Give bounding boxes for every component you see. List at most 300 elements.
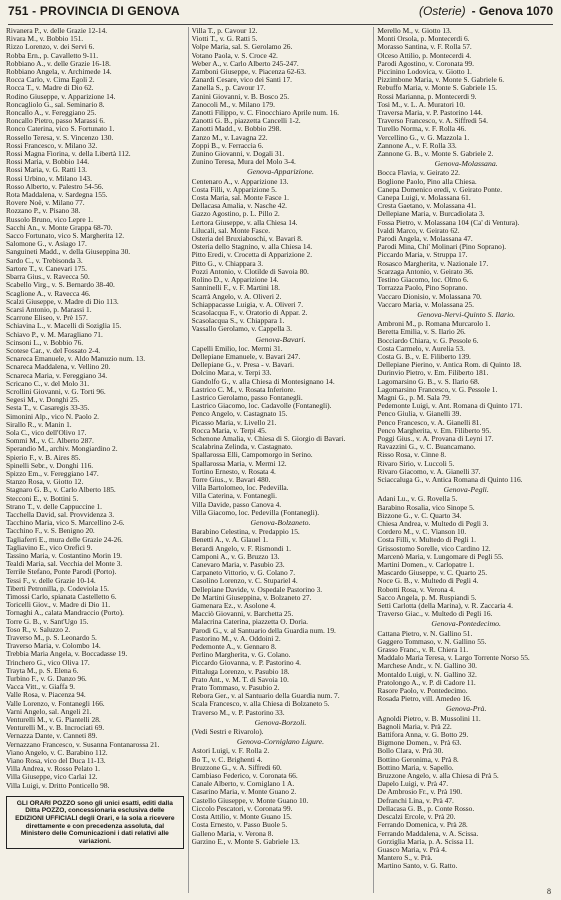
directory-entry: Rota Maddalena, v. Sardegna 155.	[6, 191, 108, 200]
directory-entry: Timossi Carlo, spianata Castelletto 6.	[6, 593, 117, 602]
page-header-title: 751 - PROVINCIA DI GENOVA	[8, 4, 180, 18]
directory-entry: Traverso Francesco, v. A. Siffredi 54.	[377, 117, 488, 126]
directory-entry: Penco Francesco, v. A. Gianelli 81.	[377, 418, 482, 427]
directory-entry: Scarrone Eliseo, v. Prè 157.	[6, 314, 88, 323]
directory-entry: Sacco Fortunato, vico S. Margherita 12.	[6, 232, 125, 241]
directory-entry: Macciò Giovanni, v. Barchetta 25.	[191, 610, 294, 619]
directory-entry: Olceso Attilio, p. Montecerdi 4.	[377, 51, 472, 60]
column-3	[373, 27, 555, 893]
section-heading: Genova-Bolzaneto.	[250, 517, 311, 527]
column-1	[6, 27, 184, 893]
directory-entry: Cambiaso Federico, v. Coronata 66.	[191, 772, 298, 781]
directory-entry: Barabino Celestina, v. Predappio 15.	[191, 528, 300, 537]
directory-entry: Bo T., v. C. Brighenti 4.	[191, 755, 263, 764]
directory-entry: Tiberti Petronilla, p. Codeviola 15.	[6, 584, 109, 593]
directory-entry: Montaldo Luigi, v. N. Gallino 32.	[377, 670, 477, 679]
directory-entry: Gorziglia Maria, p. A. Scissa 11.	[377, 837, 474, 846]
directory-entry: Ivaldi Marco, v. Geirato 62.	[377, 226, 460, 235]
directory-entry: Gazzo Agostino, p. L. Pillo 2.	[191, 210, 280, 219]
directory-entry: Dapelo Luigi, v. Prà 47.	[377, 780, 449, 789]
directory-entry: Dellepiane Pierino, v. Antica Rom. di Quinto 18.	[377, 361, 522, 370]
directory-entry: Penco Margherita, v. Em. Filiberto 95.	[377, 426, 492, 435]
directory-entry: Turello Norma, v. F. Rolla 46.	[377, 125, 467, 134]
page-header	[8, 4, 553, 25]
directory-entry: (Vedi Sestri e Rivarolo).	[191, 728, 264, 737]
directory-entry: Scarsi Antonio, p. Marassi 1.	[6, 305, 92, 314]
directory-entry: Bruzzone G., v. A. Siffredi 60.	[191, 763, 282, 772]
directory-entry: Costa Attilio, v. Monte Guano 15.	[191, 813, 292, 822]
directory-entry: Rolino D., v. Apparizione 14.	[191, 276, 279, 285]
directory-entry: Scotese Car., v. del Fossato 2-4.	[6, 346, 101, 355]
directory-entry: Cresta Gaetano, v. Molassana 41.	[377, 202, 476, 211]
directory-entry: Merello M., v. Giotto 13.	[377, 27, 452, 35]
directory-entry: Lagomarsino G. B., v. S. Ilario 68.	[377, 377, 480, 386]
directory-entry: Penco Angelo, v. Castagnato 15.	[191, 410, 288, 419]
directory-entry: Zannone A., v. F. Rolla 33.	[377, 141, 457, 150]
directory-entry: Dellacasa Amalia, v. Nasche 42.	[191, 202, 288, 211]
directory-entry: Marcenò Maria, v. Lungomare di Pegli 55.	[377, 552, 504, 561]
directory-entry: Rossi Maria, v. G. Ratti 13.	[6, 166, 88, 175]
directory-entry: Sirallo R., v. Manin 1.	[6, 420, 72, 429]
directory-entry: Scarzaga Antonio, v. Geirato 36.	[377, 267, 474, 276]
directory-entry: Perlino Margherita, v. G. Colano.	[191, 651, 291, 660]
directory-entry: Valle Lorenzo, v. Fontanegli 166.	[6, 699, 105, 708]
directory-entry: Rozzano P., v. Pisano 38.	[6, 207, 81, 216]
directory-entry: Costa Filli, v. Apparizione 5.	[191, 185, 277, 194]
directory-entry: Zannone G. B., v. Monte S. Gabriele 2.	[377, 150, 494, 159]
directory-entry: Fossa Pietro, v. Molassana 104 (Ca' di Ventura).	[377, 218, 520, 227]
directory-entry: Rebuffo Maria, v. Monte S. Gabriele 15.	[377, 84, 498, 93]
directory-entry: Sanninelli F., v. F. Martini 18.	[191, 284, 280, 293]
directory-entry: Dellepiane Maria, v. Burcadiolata 3.	[377, 210, 485, 219]
directory-entry: Zamboni Giuseppe, v. Piacenza 62-63.	[191, 68, 306, 77]
directory-entry: Bagnoli Maria, v. Prà 22.	[377, 722, 452, 731]
directory-entry: Pitto Eredi, v. Crocetta di Apparizione 2.	[191, 251, 313, 260]
directory-entry: Robba Ern., p. Cavalletto 9-11.	[6, 51, 99, 60]
directory-entry: Dolcino Mar.a, v. Terpi 33.	[191, 369, 272, 378]
directory-entry: Ravazzini G., v. C. Buancamano.	[377, 443, 476, 452]
directory-entry: Monti Orsola, p. Montecerdi 6.	[377, 35, 470, 44]
directory-entry: Martini Domen., v. Carlopatre 1.	[377, 561, 475, 569]
directory-entry: Traverso M., p. S. Leonardo 5.	[6, 634, 97, 643]
directory-entry: Turbino F., v. G. Danzo 96.	[6, 675, 87, 684]
directory-entry: Rivaro Giacomo, v. A. Gianelli 37.	[377, 467, 481, 476]
directory-entry: Costa Maria, sal. Monte Fasce 1.	[191, 194, 289, 203]
directory-entry: Noce G. B., v. Multedo di Pegli 4.	[377, 577, 479, 586]
directory-entry: Tornaghi A., calata Mandraccio (Porto).	[6, 609, 124, 618]
directory-entry: De Ambrosio Fr., v. Prà 190.	[377, 788, 463, 797]
directory-entry: Camponi A., v. G. Bruzzo 13.	[191, 552, 280, 561]
directory-entry: Rivaro Sirio, v. Luccoli 5.	[377, 459, 455, 468]
directory-entry: Rosasco Margherita, v. Nazionale 17.	[377, 259, 489, 268]
directory-entry: Vernazza Dante, v. Canneti 89.	[6, 732, 98, 741]
directory-entry: Dellacasa G. B., p. Conte Rosso.	[377, 804, 475, 813]
directory-entry: Tacchino F., v. S. Benigno 20.	[6, 527, 95, 536]
directory-entry: Rivara M., v. Bobbio 151.	[6, 35, 84, 44]
directory-entry: Zunino Giovanni, v. Dogali 31.	[191, 150, 285, 159]
section-heading: Genova-Pontedecimo.	[431, 619, 501, 629]
column-2	[188, 27, 370, 893]
directory-entry: Ronco Caterina, vico S. Fortunato 1.	[6, 125, 115, 134]
directory-entry: Viotti T., v. G. Ratti 5.	[191, 35, 258, 44]
directory-entry: Dellepiane G., v. Presa - v. Bavari.	[191, 361, 294, 370]
directory-entry: Garzino E., v. Monte S. Gabriele 13.	[191, 837, 300, 846]
page-number: 8	[547, 887, 551, 896]
directory-entry: Villa Caterina, v. Fontanegli.	[191, 492, 277, 501]
directory-entry: Torre Gius., v. Bavari 480.	[191, 475, 271, 484]
section-label: (Osterie)	[418, 4, 466, 18]
directory-entry: Durinvio Pietro, v. Em. Filiberto 181.	[377, 369, 489, 378]
directory-entry: Risso Rosa, v. Cinne 8.	[377, 451, 447, 460]
directory-entry: Zanella S., p. Cavour 17.	[191, 84, 266, 93]
directory-entry: Zanotti Filippo, v. C. Finocchiaro Aprile num. 16.	[191, 109, 339, 118]
directory-entry: Villa Giacomo, loc. Pedevilla (Fontanegli).	[191, 508, 320, 517]
directory-entry: Lilucali, sal. Monte Fasce.	[191, 226, 271, 235]
advertisement-box: GLI ORARI POZZO sono gli unici esatti, editi dalla Ditta POZZO, concessionaria esclusiva delle EDIZIONI UFFICIALI degli Orari, e la sola a ricevere direttamente e con precedenza assoluta, dal Ministero delle Comunicazioni i dati relativi alle variazioni.	[6, 796, 184, 850]
directory-entry: Scinsoni L., v. Bobbio 76.	[6, 338, 84, 347]
directory-entry: Viano Rosa, vico del Duca 11-13.	[6, 757, 106, 766]
directory-entry: Sbarra Gius., v. Ravecca 50.	[6, 273, 90, 282]
directory-entry: Casarino Maria, v. Monte Guano 2.	[191, 788, 297, 797]
directory-entry: Casolino Lorenzo, v. C. Stupariel 4.	[191, 577, 298, 586]
directory-entry: Sperandio M., archiv. Mongiardino 2.	[6, 445, 118, 454]
directory-entry: Capelli Emilio, loc. Mermi 31.	[191, 344, 283, 353]
directory-entry: Vaccaro Maria, v. Molassana 25.	[377, 300, 474, 309]
directory-entry: Bottino Geronima, v. Prà 8.	[377, 755, 459, 764]
directory-entry: Stecconi E., v. Bottini 5.	[6, 494, 79, 503]
directory-entry: Spallarossa Maria, v. Mermi 12.	[191, 459, 287, 468]
directory-entry: Pedemonte A., v. Gennaro 8.	[191, 643, 277, 652]
directory-entry: Carpaneto Vittorio, v. G. Colano 7.	[191, 569, 296, 578]
directory-entry: Bigmone Domen., v. Prà 63.	[377, 739, 462, 748]
section-heading: Genova-Nervi-Quinto S. Ilario.	[417, 309, 516, 319]
directory-entry: Costa Filli, v. Multedo di Pegli 1.	[377, 536, 477, 545]
directory-entry: Pastorino M., v. A. Oddoini 2.	[191, 634, 281, 643]
directory-entry: Battifora Anna, v. G. Botto 29.	[377, 731, 469, 740]
directory-entry: Rossi Urbino, v. Milano 143.	[6, 174, 92, 183]
directory-entry: Benetti A., v. A. Glauel 1.	[191, 536, 268, 545]
directory-entry: Traverso Maria, v. Colombo 14.	[6, 642, 101, 651]
directory-entry: Marchese Andr., v. N. Gallino 30.	[377, 662, 478, 671]
page-header-section	[419, 4, 553, 18]
directory-entry: Stanzo Rosa, v. Giotto 12.	[6, 478, 84, 487]
directory-entry: Villa Giuseppe, vico Carlai 12.	[6, 773, 98, 782]
directory-entry: Vassallo Gerolamo, v. Cappella 3.	[191, 325, 292, 334]
directory-entry: Sola C., vico dell'Olivo 17.	[6, 428, 87, 437]
directory-entry: Scaglione A., v. Ravecca 46.	[6, 289, 91, 298]
section-heading: Genova-Corniglano Ligure.	[236, 737, 325, 747]
directory-entry: Lagomarsino Francesco, v. G. Pessole 1.	[377, 385, 498, 394]
directory-entry: Torre G. B., v. Sant'Ugo 15.	[6, 617, 89, 626]
directory-entry: Ambroni M., p. Romana Murcarolo 1.	[377, 320, 491, 329]
directory-entry: Rocca Carlo, v. Cima Egoli 2.	[6, 76, 95, 85]
directory-entry: Gamenara Ez., v. Asolone 4.	[191, 602, 276, 611]
directory-entry: Berardi Angelo, v. F. Rismondi 1.	[191, 544, 291, 553]
directory-entry: Volpe Maria, sal. S. Gerolamo 26.	[191, 43, 293, 52]
directory-entry: Barabino Rosalia, vico Sinope 5.	[377, 503, 475, 512]
directory-entry: Sacco Angela, p. M. Ruspiandi 5.	[377, 593, 477, 602]
directory-entry: Bottino Maria, v. Sapello.	[377, 763, 454, 772]
directory-entry: Zanotti Madd., v. Bobbio 298.	[191, 125, 282, 134]
directory-entry: Pittaluga Lorenzo, v. Pasubio 18.	[191, 667, 290, 676]
directory-entry: Villa Andrea, v. Rosso Pelato 1.	[6, 765, 100, 774]
directory-entry: Schiavo P., v. M. Maragliano 71.	[6, 330, 103, 339]
directory-entry: Rossello Teresa, v. S. Vincenzo 130.	[6, 133, 114, 142]
section-heading: Genova-Pegli.	[443, 485, 489, 495]
directory-entry: Canale Alberto, v. Corniglano 1 A.	[191, 780, 295, 789]
directory-entry: Viano Angelo, v. C. Barabino 112.	[6, 748, 108, 757]
directory-entry: Scrollini Giovanni, v. G. Torti 96.	[6, 387, 106, 396]
directory-entry: Chiesa Andrea, v. Multedo di Pegli 3.	[377, 519, 489, 528]
directory-entry: Rossi Marianna, p. Montecerdi 9.	[377, 92, 477, 101]
directory-entry: Votano Paola, v. S. Croce 42.	[191, 51, 278, 60]
directory-entry: Rodino Giuseppe, v. Apparizione 14.	[6, 92, 116, 101]
directory-entry: Lastrico C. M., v. Rosata Inferiore.	[191, 385, 296, 394]
directory-entry: Lastrico Giacomo, loc. Cadavolle (Fontanegli).	[191, 402, 332, 411]
directory-entry: Mantero S., v. Prà.	[377, 854, 433, 863]
directory-entry: Roncagliolo G., sal. Seminario 8.	[6, 100, 105, 109]
directory-entry: Maddalo Maria Teresa, v. Largo Torrente Norso 55.	[377, 654, 530, 663]
section-heading: Genova-Bavari.	[255, 334, 306, 344]
directory-entry: Grissostomo Sorelle, vico Cardino 12.	[377, 544, 491, 553]
directory-entry: Tortino Ernesto, v. Rosata 4.	[191, 467, 276, 476]
directory-entry: Costa Carmelo, v. Aurelia 53.	[377, 344, 465, 353]
directory-entry: Salomone G., v. Asiago 17.	[6, 240, 87, 249]
directory-entry: Tacchino Maria, vico S. Marcellino 2-6.	[6, 519, 125, 528]
directory-entry: Sciaccaluga G., v. Antica Romana di Quinto 116.	[377, 475, 523, 484]
section-heading: Genova-Borzoli.	[254, 717, 307, 727]
directory-entry: Penco Giulia, v. Gianelli 39.	[377, 410, 462, 419]
directory-entry: Zunino Teresa, Mura del Molo 3-4.	[191, 158, 296, 167]
directory-entry: Rosada Pietro, vill. Amedeo 16.	[377, 695, 472, 704]
directory-entry: Strano T., v. delle Cappuccine 1.	[6, 502, 102, 511]
directory-entry: Costa G. B., v. E. Filiberto 139.	[377, 352, 471, 361]
directory-entry: Ciccolo Pescatori, v. Coronata 99.	[191, 804, 293, 813]
directory-entry: Torrazza Paolo, Pino Soprano.	[377, 284, 468, 293]
directory-entry: Pratolongo A., v. P. di Cadore 11.	[377, 678, 476, 687]
directory-entry: Parodi G., v. al Santuario della Guardia num. 19.	[191, 626, 336, 635]
directory-entry: Pedemonte Luigi, v. Ant. Romana di Quinto 171.	[377, 402, 523, 411]
directory-entry: Prato Tommaso, v. Pasubio 2.	[191, 684, 280, 693]
directory-entry: Lertora Giuseppe, v. alla Chiesa 14.	[191, 218, 298, 227]
directory-entry: Spierio F., v. B. Aires 85.	[6, 453, 81, 462]
directory-entry: Trebbia Maria Angela, v. Boccadasse 19.	[6, 650, 128, 659]
directory-entry: Roncallo Pietro, passo Marassi 6.	[6, 117, 105, 126]
directory-entry: Scnareca Maddalena, v. Vellino 20.	[6, 363, 111, 372]
directory-entry: Simonini Alp., vico N. Paolo 2.	[6, 412, 100, 421]
directory-entry: Scala Francesco, v. alla Chiesa di Bolzaneto 5.	[191, 700, 330, 709]
directory-entry: Adani Lu., v. G. Rovella 5.	[377, 495, 458, 504]
directory-entry: Piccardo Maria, v. Struppa 17.	[377, 251, 468, 260]
directory-entry: Scnareca Emanuele, v. Aldo Manuzio num. 13.	[6, 355, 146, 364]
directory-entry: Sardo C., v. Trebisonda 3.	[6, 256, 83, 265]
directory-entry: Sanguineti Madd., v. della Giuseppina 30.	[6, 248, 131, 257]
directory-entry: Picasso Maria, v. Livello 21.	[191, 418, 277, 427]
directory-entry: Scricano C., v. del Molo 31.	[6, 379, 90, 388]
directory-entry: Spinelli Sebr., v. Donghi 116.	[6, 461, 94, 470]
directory-entry: Scabello Virg., v. S. Bernardo 38-40.	[6, 281, 115, 290]
directory-entry: Guasco Maria, v. Prà 4.	[377, 845, 447, 854]
directory-entry: Scarrà Angelo, v. A. Oliveri 2.	[191, 292, 282, 301]
directory-entry: Rivanera P., v. delle Grazie 12-14.	[6, 27, 108, 35]
directory-entry: Scalzi Giuseppe, v. Madre di Dio 113.	[6, 297, 119, 306]
directory-entry: Malacrina Caterina, piazzetta O. Doria.	[191, 618, 309, 627]
directory-entry: Rebora Ger., v. al Santuario della Guardia num. 7.	[191, 692, 340, 701]
directory-entry: Trinchero G., vico Oliva 17.	[6, 658, 90, 667]
directory-entry: Rocca T., v. Madre di Dio 62.	[6, 84, 94, 93]
directory-entry: Morasso Santina, v. F. Rolla 57.	[377, 43, 472, 52]
directory-entry: Rossi Maria, v. Bobbio 144.	[6, 158, 90, 167]
directory-entry: Roncallo A., v. Fereggiano 25.	[6, 109, 97, 118]
directory-entry: Gandolfo G., v. alla Chiesa di Montesignano 14.	[191, 377, 335, 386]
directory-entry: Agnoldi Pietro, v. B. Mussolini 11.	[377, 714, 481, 723]
directory-entry: Rovere Noè, v. Milano 77.	[6, 199, 85, 208]
directory-entry: Villa Bartolomeo, loc. Pedevilla.	[191, 484, 289, 493]
directory-entry: Castello Giuseppe, v. Monte Guano 10.	[191, 796, 309, 805]
directory-entry: Sacchi An., v. Monte Grappa 68-70.	[6, 223, 113, 232]
directory-entry: Russolo Bruno, vico Lepre 1.	[6, 215, 94, 224]
directory-entry: Parodi Agostino, v. Coronata 99.	[377, 59, 474, 68]
directory-entry: Gaggero Tommaso, v. N. Gallino 55.	[377, 637, 487, 646]
directory-entry: Rizzo Lorenzo, v. dei Servi 6.	[6, 43, 95, 52]
directory-entry: Schiappacasse Luigia, v. A. Oliveri 7.	[191, 300, 304, 309]
directory-entry: Vernazzano Francesco, v. Susanna Fontanarossa 21.	[6, 740, 160, 749]
directory-entry: Rossi Francesco, v. Milano 32.	[6, 141, 98, 150]
directory-columns	[6, 27, 555, 893]
directory-entry: Rocca Maria, v. Terpi 45.	[191, 426, 267, 435]
directory-entry: Spizzo Em., v. Fereggiano 147.	[6, 469, 99, 478]
directory-entry: Traverso M., v. P. Pastorino 33.	[191, 708, 285, 717]
directory-entry: Robbiano Angela, v. Archimede 14.	[6, 68, 112, 77]
directory-entry: Rossi Magna Fiorina, v. della Libertà 112.	[6, 150, 131, 159]
directory-entry: Tassino Maria, v. Costantino Morin 19.	[6, 552, 123, 560]
directory-entry: Galleno Maria, v. Verona 8.	[191, 829, 274, 838]
directory-entry: Astori Luigi, v. F. Rolla 2.	[191, 747, 270, 756]
directory-entry: Descalzi Ercole, v. Prà 20.	[377, 813, 456, 822]
directory-entry: Centenaro A., v. Apparizione 13.	[191, 177, 289, 186]
directory-entry: Lastrico Gerolamo, passo Fontanegli.	[191, 393, 303, 402]
directory-entry: Parodi Mina, Chi' Molinari (Pino Soprano).	[377, 243, 507, 252]
directory-entry: Toso R., v. Saluzzo 2.	[6, 625, 71, 634]
directory-entry: Magni G., p. M. Sala 79.	[377, 393, 451, 402]
directory-entry: Zanotti G. B., piazzetta Cancelli 1-2.	[191, 117, 301, 126]
directory-entry: Osteria del Bruxiaboschi, v. Bavari 8.	[191, 235, 303, 244]
directory-entry: Trayta M., p. S. Elena 6.	[6, 666, 79, 675]
directory-entry: Costa Ernesto, v. Passo Buole 5.	[191, 821, 288, 830]
directory-entry: Venturelli M., v. G. Piantelli 28.	[6, 716, 101, 725]
directory-entry: Dellepiane Davide, v. Ospedale Pastorino 3.	[191, 585, 323, 594]
directory-entry: Rosso Alberto, v. Palestro 54-56.	[6, 182, 104, 191]
section-heading: Genova-Molassana.	[434, 159, 498, 169]
directory-entry: Spallarossa Elli, Campomorgo in Serino.	[191, 451, 313, 460]
section-heading: Genova-Apparizione.	[247, 167, 314, 177]
directory-entry: Poggi Gius., v. A. Provana di Leyni 17.	[377, 434, 494, 443]
directory-entry: Toricelli Giov., v. Madre di Dio 11.	[6, 601, 111, 610]
directory-entry: Ferrando Maddalena, v. A. Scissa.	[377, 829, 479, 838]
directory-entry: Scnareca Maria, v. Fereggiano 34.	[6, 371, 108, 380]
directory-entry: Ferrando Domenica, v. Prà 28.	[377, 821, 468, 830]
directory-entry: Terrile Stefano, Ponte Parodi (Porto).	[6, 568, 117, 577]
directory-entry: Piccinino Lodovica, v. Giotto 1.	[377, 68, 472, 77]
directory-entry: Scasolacqua S., v. Chiappara 1.	[191, 317, 285, 326]
directory-entry: Pozzi Antonio, v. Clotilde di Savoia 80.	[191, 267, 309, 276]
directory-entry: Schenone Amalia, v. Chiesa di S. Giorgio di Bavari.	[191, 434, 346, 443]
directory-entry: Villa Luigi, v. Dritto Ponticello 98.	[6, 781, 110, 790]
directory-entry: Parodi Angela, v. Molassana 47.	[377, 235, 473, 244]
directory-entry: Osteria dello Stagnino, v. alla Chiesa 14.	[191, 243, 313, 252]
directory-entry: Vercellino G., v. G. Mazzola 1.	[377, 133, 470, 142]
directory-entry: Rasore Paolo, v. Pontedecimo.	[377, 687, 468, 696]
directory-entry: Bruzzone Angelo, v. alla Chiesa di Prà 5.	[377, 772, 499, 781]
directory-entry: Beretta Emilia, v. S. Ilario 26.	[377, 328, 466, 337]
directory-entry: Zanardi Cesare, vico dei Santi 17.	[191, 76, 293, 85]
directory-entry: Bocca Flavia, v. Geirato 22.	[377, 169, 460, 178]
directory-entry: Testino Giacomo, loc. Olmo 6.	[377, 276, 469, 285]
directory-entry: Grasso Franc., v. R. Chiera 11.	[377, 646, 469, 655]
directory-entry: Bizzone G., v. C. Quarto 34.	[377, 511, 462, 520]
directory-entry: Segesi M., v. Donghi 25.	[6, 396, 80, 405]
directory-entry: De Martini Giuseppina, v. Bolzaneto 27.	[191, 593, 312, 602]
directory-entry: Tagliavino E., vico Orefici 9.	[6, 543, 93, 552]
directory-entry: Pitto G., v. Chiappara 3.	[191, 259, 264, 268]
directory-entry: Scasolacqua F., v. Oratorio di Appar. 2.	[191, 308, 308, 317]
directory-entry: Cattana Pietro, v. N. Gallino 51.	[377, 629, 473, 638]
directory-entry: Villa T., p. Cavour 12.	[191, 27, 258, 35]
directory-entry: Traverso Giac., v. Multedo di Pegli 16.	[377, 610, 493, 619]
directory-entry: Bollo Clara, v. Prà 30.	[377, 747, 444, 756]
section-heading: Genova-Prà.	[445, 704, 487, 714]
directory-entry: Schiavina L., v. Macelli di Soziglia 15.	[6, 322, 122, 331]
directory-entry: Zanini Giovanni, v. B. Bosco 25.	[191, 92, 290, 101]
directory-entry: Venturelli M., v. B. Incrociati 69.	[6, 724, 105, 733]
directory-entry: Boglione Paolo, Pino alla Chiesa.	[377, 177, 477, 186]
directory-entry: Canevaro Maria, v. Pasubio 23.	[191, 561, 285, 569]
directory-entry: Martino Santo, v. G. Ratto.	[377, 862, 458, 871]
directory-entry: Vaccaro Dionisio, v. Molassana 70.	[377, 292, 482, 301]
directory-entry: Defranchi Lina, v. Prà 47.	[377, 796, 454, 805]
directory-entry: Mascardo Giuseppe, v. C. Quarto 25.	[377, 569, 488, 578]
directory-entry: Prato Ant., v. M. T. di Savoia 10.	[191, 675, 289, 684]
directory-entry: Canepa Domenico eredi, v. Geirato Ponte.	[377, 185, 503, 194]
directory-entry: Weber A., v. Carlo Alberto 245-247.	[191, 59, 299, 68]
directory-entry: Pizzimbone Maria, v. Monte S. Gabriele 6.	[377, 76, 505, 85]
directory-entry: Zanocoli M., v. Milano 179.	[191, 100, 275, 109]
directory-entry: Sartore T., v. Canevari 175.	[6, 264, 87, 273]
directory-entry: Tealdi Maria, sal. Vecchia del Monte 3.	[6, 560, 123, 569]
directory-entry: Stagnaro G. B., v. Carlo Alberto 185.	[6, 486, 116, 495]
directory-entry: Setti Carlotta (della Marina), v. R. Zaccaria 4.	[377, 602, 513, 611]
directory-entry: Robotti Rosa, v. Verona 4.	[377, 585, 455, 594]
directory-entry: Tagliaferri E., mura delle Grazie 24-26.	[6, 535, 123, 544]
directory-entry: Tacchella David, sal. Provvidenza 3.	[6, 510, 115, 519]
directory-entry: Valle Rosa, v. Piacenza 94.	[6, 691, 86, 700]
directory-entry: Sesta T., v. Casaregis 33-35.	[6, 404, 90, 413]
directory-entry: Zanzo M., v. Lavagna 22.	[191, 133, 268, 142]
directory-entry: Piccardo Giovanna, v. P. Pastorino 4.	[191, 659, 302, 668]
section-title: - Genova 1070	[471, 4, 553, 18]
directory-entry: Dellepiane Emanuele, v. Bavari 247.	[191, 352, 301, 361]
directory-entry: Robbiano A., v. delle Grazie 16-18.	[6, 59, 111, 68]
directory-entry: Traversa Maria, v. P. Pastorino 144.	[377, 109, 483, 118]
directory-entry: Sommi M., v. C. Alberto 287.	[6, 437, 94, 446]
directory-entry: Tosi M., v. L. A. Muratori 10.	[377, 100, 466, 109]
directory-entry: Zoppi B., v. Ferraccia 6.	[191, 141, 264, 150]
directory-entry: Canepa Luigi, v. Molassana 61.	[377, 194, 471, 203]
directory-entry: Tessi F., v. delle Grazie 10-14.	[6, 576, 96, 585]
directory-entry: Cordero M., v. C. Vianson 10.	[377, 528, 467, 537]
directory-entry: Scalabrina Zelinda, v. Castagnato.	[191, 443, 293, 452]
directory-entry: Bocciardo Chiara, v. G. Pessole 6.	[377, 336, 479, 345]
